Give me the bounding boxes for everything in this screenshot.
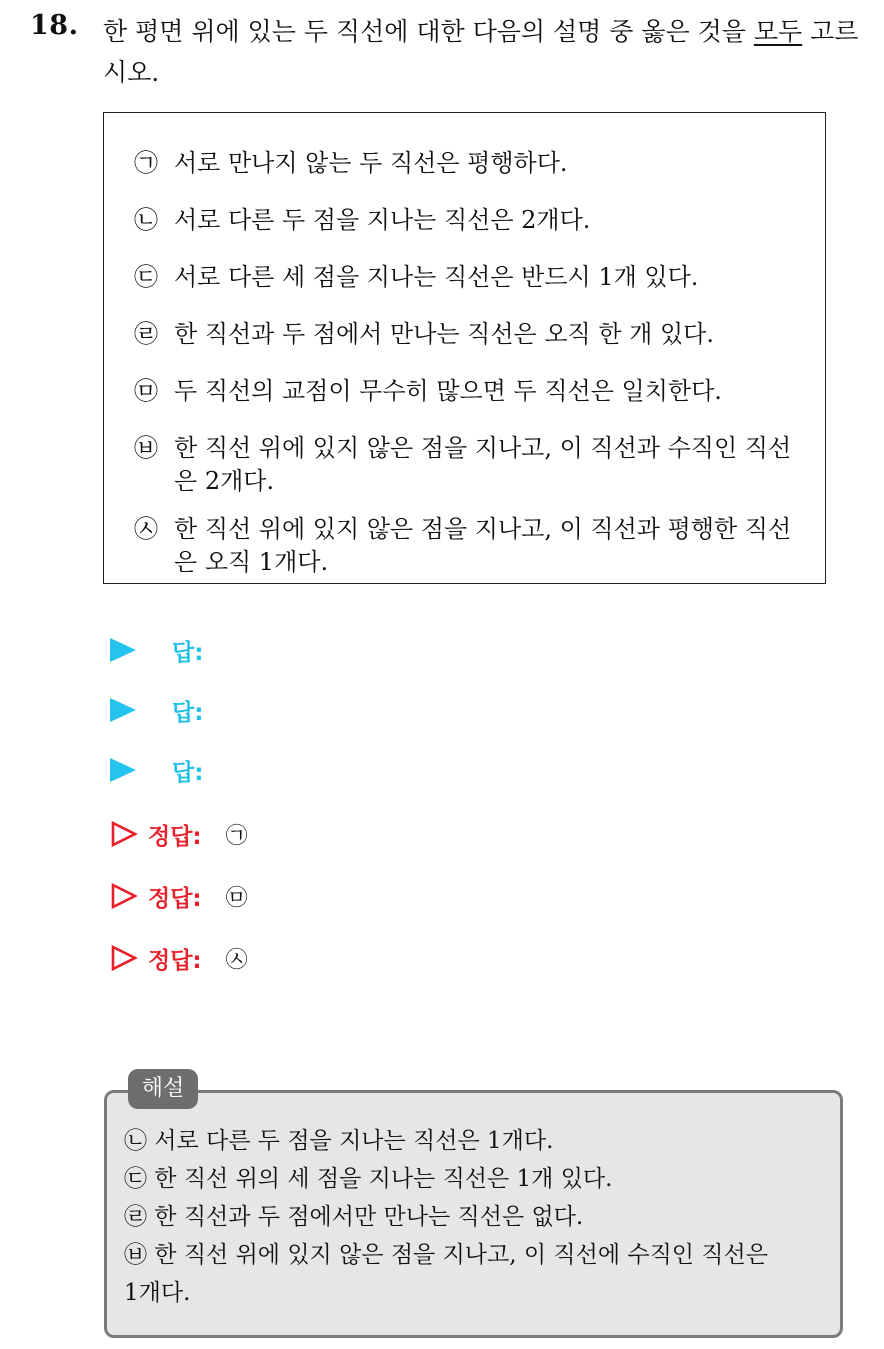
question-text-before: 한 평면 위에 있는 두 직선에 대한 다음의 설명 중 옳은 것을 bbox=[103, 17, 754, 46]
statement-mark: ㉡ bbox=[134, 206, 158, 234]
statement-box bbox=[103, 112, 826, 584]
correct-answer-value: ㉤ bbox=[225, 885, 248, 911]
statement-text: 한 직선 위에 있지 않은 점을 지나고, 이 직선과 수직인 직선은 2개다. bbox=[174, 434, 792, 495]
explanation-line: ㉢ 한 직선 위의 세 점을 지나는 직선은 1개 있다. bbox=[124, 1166, 613, 1192]
play-arrow-icon bbox=[110, 638, 136, 662]
explanation-text bbox=[124, 1122, 834, 1312]
question-number: 18. bbox=[30, 10, 79, 41]
correct-answer-label: 정답: bbox=[148, 885, 202, 912]
correct-answer-value: ㉦ bbox=[225, 947, 248, 973]
statement-6 bbox=[134, 432, 794, 498]
statement-2 bbox=[134, 204, 794, 237]
correct-answer-value: ㉠ bbox=[225, 823, 248, 849]
explanation-line: ㉥ 한 직선 위에 있지 않은 점을 지나고, 이 직선에 수직인 직선은 bbox=[124, 1242, 768, 1268]
statement-5 bbox=[134, 375, 794, 408]
answer-label: 답: bbox=[172, 639, 204, 666]
outline-arrow-icon bbox=[110, 944, 138, 972]
answer-label: 답: bbox=[172, 759, 204, 786]
question-text-underlined: 모두 bbox=[753, 17, 803, 46]
correct-answer-row-1 bbox=[110, 814, 248, 854]
play-arrow-icon bbox=[110, 758, 136, 782]
question-text-after: 고르시오. bbox=[103, 17, 859, 87]
explanation-tab: 해설 bbox=[128, 1069, 198, 1109]
outline-arrow-icon bbox=[110, 820, 138, 848]
statement-mark: ㉣ bbox=[134, 320, 158, 348]
answer-row-3[interactable] bbox=[110, 752, 203, 788]
question-text bbox=[103, 11, 873, 93]
explanation-line: 1개다. bbox=[124, 1280, 191, 1306]
explanation-line: ㉣ 한 직선과 두 점에서만 만나는 직선은 없다. bbox=[124, 1204, 584, 1230]
statement-4 bbox=[134, 318, 794, 351]
play-arrow-icon bbox=[110, 698, 136, 722]
statement-3 bbox=[134, 261, 794, 294]
statement-text: 서로 만나지 않는 두 직선은 평행하다. bbox=[174, 149, 568, 177]
correct-answer-label: 정답: bbox=[148, 823, 202, 850]
answer-label: 답: bbox=[172, 699, 204, 726]
statement-mark: ㉠ bbox=[134, 149, 158, 177]
statement-text: 서로 다른 세 점을 지나는 직선은 반드시 1개 있다. bbox=[174, 263, 699, 291]
statement-text: 서로 다른 두 점을 지나는 직선은 2개다. bbox=[174, 206, 591, 234]
statement-mark: ㉤ bbox=[134, 377, 158, 405]
answer-row-2[interactable] bbox=[110, 692, 203, 728]
statement-7 bbox=[134, 513, 794, 579]
statement-text: 한 직선 위에 있지 않은 점을 지나고, 이 직선과 평행한 직선은 오직 1개다. bbox=[174, 515, 792, 576]
statement-mark: ㉢ bbox=[134, 263, 158, 291]
explanation-line: ㉡ 서로 다른 두 점을 지나는 직선은 1개다. bbox=[124, 1128, 554, 1154]
statement-1 bbox=[134, 147, 794, 180]
statement-text: 두 직선의 교점이 무수히 많으면 두 직선은 일치한다. bbox=[174, 377, 722, 405]
answer-row-1[interactable] bbox=[110, 632, 203, 668]
correct-answer-label: 정답: bbox=[148, 947, 202, 974]
correct-answer-row-3 bbox=[110, 938, 248, 978]
statement-text: 한 직선과 두 점에서 만나는 직선은 오직 한 개 있다. bbox=[174, 320, 714, 348]
statement-mark: ㉥ bbox=[134, 434, 158, 462]
outline-arrow-icon bbox=[110, 882, 138, 910]
correct-answer-row-2 bbox=[110, 876, 248, 916]
statement-mark: ㉦ bbox=[134, 515, 158, 543]
